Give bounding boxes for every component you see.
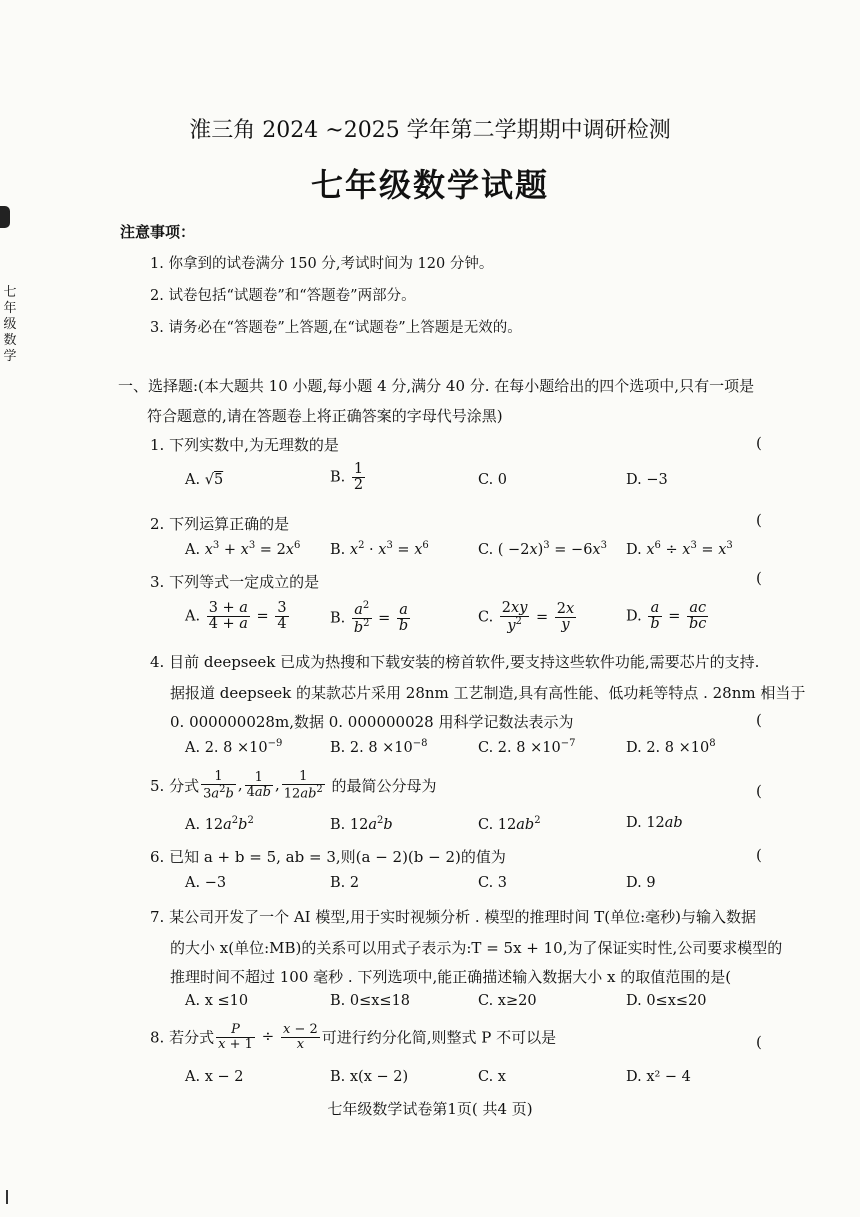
answer-paren: ( (756, 569, 762, 587)
question-7-line: 7. 某公司开发了一个 AI 模型,用于实时视频分析 . 模型的推理时间 T(单位:毫秒)与输入数据 (150, 908, 756, 926)
page-title: 七年级数学试题 (310, 166, 549, 204)
q7-option-b: B. 0≤x≤18 (330, 993, 411, 1009)
question-4-line: 据报道 deepseek 的某款芯片采用 28nm 工艺制造,具有高性能、低功耗等特点 . 28nm 相当于 (170, 684, 806, 702)
question-1-stem: 1. 下列实数中,为无理数的是 (150, 436, 339, 454)
q1-option-b: B. $\frac{1}{2}$ (330, 461, 364, 494)
q7-option-d: D. 0≤x≤20 (626, 993, 707, 1009)
q2-option-a: A. $x^3 + x^3 = 2x^6$ (185, 540, 301, 558)
question-4-line: 0. 000000028m,数据 0. 000000028 用科学记数法表示为 (170, 713, 574, 731)
corner-mark (6, 1190, 8, 1204)
q7-option-a: A. x ≤10 (185, 993, 249, 1009)
answer-paren: ( (756, 434, 762, 452)
question-6-stem: 6. 已知 a + b = 5, ab = 3,则(a − 2)(b − 2)的值为 (150, 848, 506, 866)
answer-paren: ( (756, 511, 762, 529)
q3-option-b: B. $\frac{a^2}{b^2}$ = $\frac{a}{b}$ (330, 600, 409, 636)
notice-item: 1. 你拿到的试卷满分 150 分,考试时间为 120 分钟。 (150, 256, 494, 272)
q3-option-a: A. $\frac{3 + a}{4 + a}$ = $\frac{3}{4}$ (185, 600, 287, 633)
q7-option-c: C. x≥20 (478, 993, 537, 1009)
q4-option-d: D. 2. $8 \times 10^8$ (626, 738, 716, 756)
q5-option-b: B. $12a^2b$ (330, 815, 393, 833)
q6-option-c: C. 3 (478, 875, 508, 891)
q3-option-c: C. $\frac{2xy}{y^2}$ = $\frac{2x}{y}$ (478, 600, 575, 635)
q8-option-b: B. x(x − 2) (330, 1069, 409, 1085)
q2-option-b: B. $x^2 \cdot x^3 = x^6$ (330, 540, 429, 558)
question-8-stem: 8. 若分式 $\frac{P}{x + 1}$ ÷ $\frac{x - 2}{x}$ 可进行约分化简,则整式 P 不可以是 (150, 1022, 557, 1052)
side-subject-label: 七年级数学 (3, 285, 17, 364)
q8-option-c: C. x (478, 1069, 506, 1085)
q6-option-d: D. 9 (626, 875, 656, 891)
q1-option-d: D. −3 (626, 472, 668, 488)
question-7-line: 的大小 x(单位:MB)的关系可以用式子表示为:T = 5x + 10,为了保证实时性,公司要求模型的 (170, 939, 783, 957)
section-heading: 一、选择题:(本大题共 10 小题,每小题 4 分,满分 40 分. 在每小题给出的四个选项中,只有一项是 (118, 377, 755, 395)
q5-option-a: A. $12a^2b^2$ (185, 815, 254, 833)
q4-option-b: B. 2. $8 \times 10^{-8}$ (330, 738, 428, 756)
notice-heading: 注意事项： (120, 223, 196, 241)
q8-option-d: D. x² − 4 (626, 1069, 691, 1085)
q1-option-c: C. 0 (478, 472, 508, 488)
question-2-stem: 2. 下列运算正确的是 (150, 515, 290, 533)
q1-option-a: A. √5 (185, 472, 224, 488)
q5-option-c: C. $12ab^2$ (478, 815, 541, 833)
question-5-stem: 5. 分式 $\frac{1}{3a^2b}$ , $\frac{1}{4ab}$ , $\frac{1}{12ab^2}$ 的最简公分母为 (150, 769, 437, 801)
q2-option-c: C. ( $-2x)^3 = -6x^3$ (478, 540, 607, 558)
answer-paren: ( (756, 1033, 762, 1051)
answer-paren: ( (756, 846, 762, 864)
section-heading-cont: 符合题意的,请在答题卷上将正确答案的字母代号涂黑) (147, 407, 503, 425)
q6-option-a: A. −3 (185, 875, 227, 891)
q5-option-d: D. 12ab (626, 815, 683, 831)
answer-paren: ( (756, 782, 762, 800)
exam-header-title: 淮三角 2024 ~2025 学年第二学期期中调研检测 (189, 118, 671, 143)
q8-option-a: A. x − 2 (185, 1069, 244, 1085)
q6-option-b: B. 2 (330, 875, 360, 891)
question-3-stem: 3. 下列等式一定成立的是 (150, 573, 320, 591)
question-4-line: 4. 目前 deepseek 已成为热搜和下载安装的榜首软件,要支持这些软件功能,需要芯片的支持. (150, 653, 760, 671)
q3-option-d: D. $\frac{a}{b}$ = $\frac{ac}{bc}$ (626, 600, 707, 633)
binding-mark (0, 206, 10, 228)
answer-paren: ( (756, 711, 762, 729)
page-footer: 七年级数学试卷第1页( 共4 页) (327, 1100, 533, 1118)
q4-option-c: C. 2. $8 \times 10^{-7}$ (478, 738, 576, 756)
notice-item: 3. 请务必在“答题卷”上答题,在“试题卷”上答题是无效的。 (150, 320, 522, 336)
q2-option-d: D. $x^6 \div x^3 = x^3$ (626, 540, 733, 558)
question-7-line: 推理时间不超过 100 毫秒 . 下列选项中,能正确描述输入数据大小 x 的取值范围的是( (170, 968, 732, 986)
notice-item: 2. 试卷包括“试题卷”和“答题卷”两部分。 (150, 288, 416, 304)
q4-option-a: A. 2. $8 \times 10^{-9}$ (185, 738, 283, 756)
